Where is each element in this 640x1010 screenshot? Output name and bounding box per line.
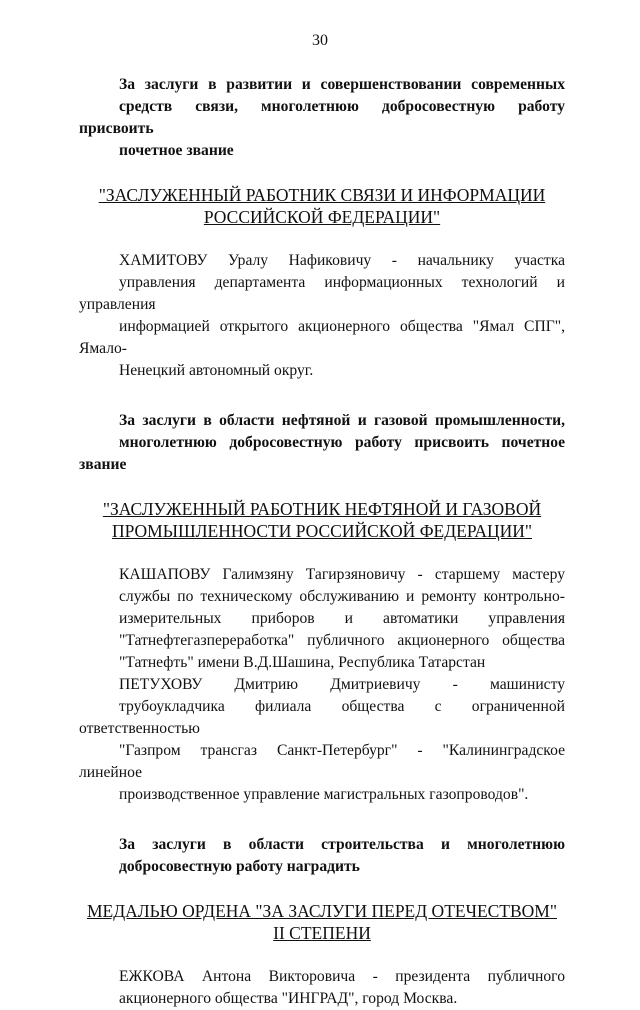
awardee-entry [79, 966, 565, 1010]
text-line: Ненецкий автономный округ. [119, 362, 314, 379]
text-line: "Татнефть" имени В.Д.Шашина, Республика Татарстан [119, 654, 486, 671]
title-line: "ЗАСЛУЖЕННЫЙ РАБОТНИК НЕФТЯНОЙ И ГАЗОВОЙ [102, 499, 542, 519]
text-line: управления департамента информационных технологий и управления [79, 274, 565, 313]
title-line: МЕДАЛЬЮ ОРДЕНА "ЗА ЗАСЛУГИ ПЕРЕД ОТЕЧЕСТВОМ" [86, 901, 558, 921]
award-intro [79, 410, 565, 476]
award-title [79, 900, 565, 944]
award-section [79, 74, 565, 382]
text-line: ЕЖКОВА Антона Викторовича - президента публичного [119, 968, 565, 985]
title-line: ПРОМЫШЛЕННОСТИ РОССИЙСКОЙ ФЕДЕРАЦИИ" [111, 521, 533, 541]
text-line: многолетнюю добросовестную работу присвоить почетное звание [79, 434, 565, 473]
text-line: КАШАПОВУ Галимзяну Тагирзяновичу - старшему мастеру [119, 566, 565, 583]
text-line: акционерного общества "ИНГРАД", город Москва. [119, 990, 458, 1007]
document-body [79, 74, 565, 1010]
text-line: добросовестную работу наградить [119, 858, 360, 875]
text-line: службы по техническому обслуживанию и ремонту контрольно- [119, 588, 565, 605]
awardee-entry [79, 250, 565, 382]
text-line: "Газпром трансгаз Санкт-Петербург" - "Калининградское линейное [79, 742, 565, 781]
award-title [79, 184, 565, 228]
text-line: За заслуги в области строительства и многолетнюю [119, 836, 565, 853]
text-line: За заслуги в развитии и совершенствовании современных [119, 76, 565, 93]
title-line: РОССИЙСКОЙ ФЕДЕРАЦИИ" [203, 207, 441, 227]
text-line: средств связи, многолетнюю добросовестную работу присвоить [79, 98, 565, 137]
awardee-entry [79, 564, 565, 674]
text-line: производственное управление магистральных газопроводов". [119, 786, 529, 803]
award-intro [79, 74, 565, 162]
award-intro [79, 834, 565, 878]
text-line: трубоукладчика филиала общества с ограниченной ответственностью [79, 698, 565, 737]
page-number: 30 [312, 32, 328, 49]
text-line: "Татнефтегазпереработка" публичного акционерного общества [119, 632, 565, 649]
text-line: информацией открытого акционерного общества "Ямал СПГ", Ямало- [79, 318, 565, 357]
award-section [79, 834, 565, 1010]
award-section [79, 410, 565, 806]
text-line: ПЕТУХОВУ Дмитрию Дмитриевичу - машинисту [119, 676, 565, 693]
title-line: "ЗАСЛУЖЕННЫЙ РАБОТНИК СВЯЗИ И ИНФОРМАЦИИ [98, 185, 546, 205]
text-line: почетное звание [119, 142, 234, 159]
award-title [79, 498, 565, 542]
text-line: ХАМИТОВУ Уралу Нафиковичу - начальнику участка [119, 252, 565, 269]
awardee-entry [79, 674, 565, 806]
text-line: За заслуги в области нефтяной и газовой промышленности, [119, 412, 565, 429]
text-line: измерительных приборов и автоматики управления [119, 610, 565, 627]
title-line: II СТЕПЕНИ [273, 923, 371, 943]
